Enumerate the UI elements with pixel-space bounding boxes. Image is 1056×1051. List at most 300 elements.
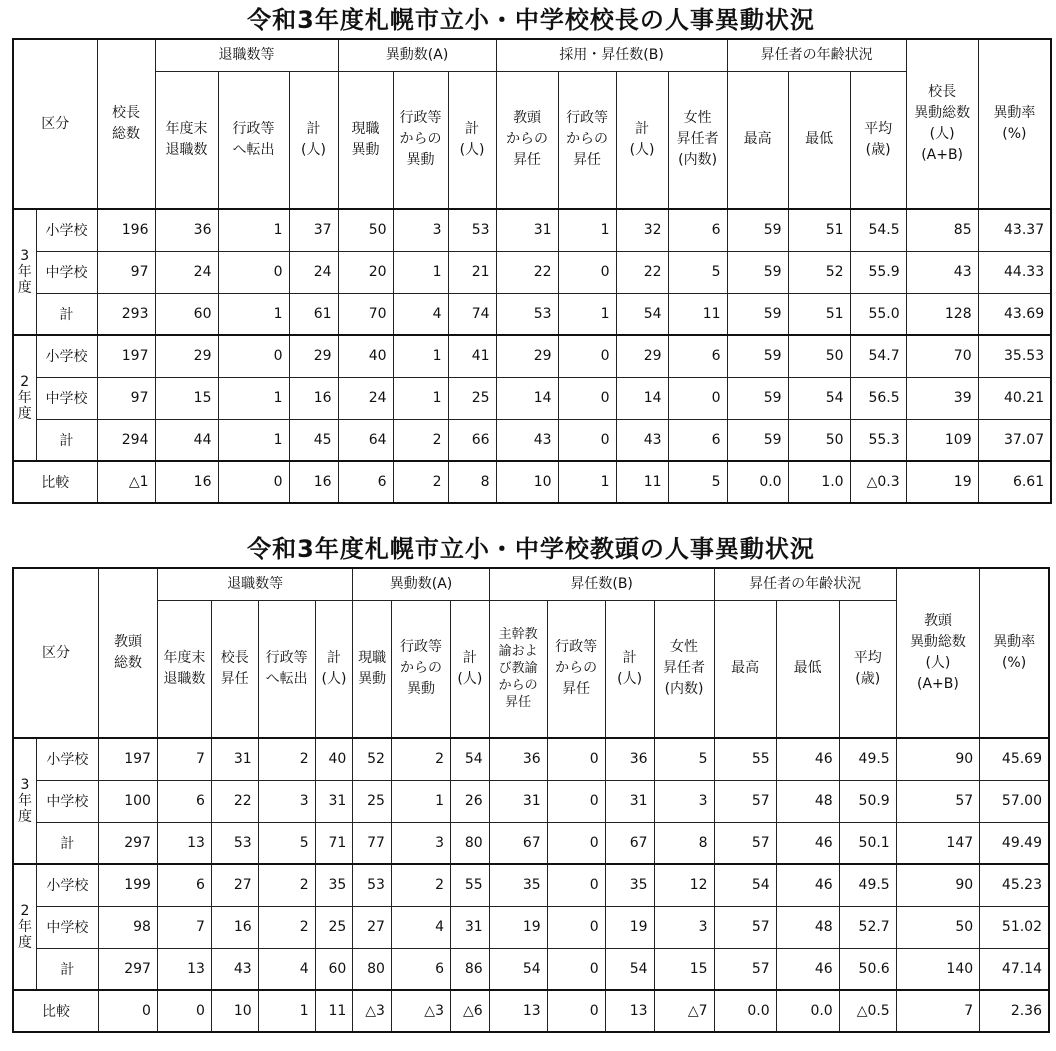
table-cell: 0 [558, 335, 616, 377]
table-cell: 48 [776, 906, 839, 948]
table-cell: 11 [315, 990, 353, 1032]
table-cell: 294 [97, 419, 155, 461]
row-label: 小学校 [36, 209, 97, 251]
retire-col-header: 行政等 へ転出 [258, 600, 315, 738]
table-cell: 50.6 [839, 948, 896, 990]
table-cell: 54 [489, 948, 547, 990]
row-label: 中学校 [36, 251, 97, 293]
age-col-header: 最高 [714, 600, 776, 738]
table-cell: 98 [98, 906, 157, 948]
table-cell: 60 [315, 948, 353, 990]
transfer-col-header: 現職 異動 [353, 600, 392, 738]
age-col-header: 最低 [776, 600, 839, 738]
table-cell: 6 [668, 209, 727, 251]
table-cell: 22 [496, 251, 558, 293]
table-cell: 29 [155, 335, 218, 377]
table-cell: 25 [353, 780, 392, 822]
table-cell: 3 [393, 209, 448, 251]
appoint-group-header: 採用・昇任数(B) [496, 39, 727, 71]
table-cell: 20 [338, 251, 393, 293]
table-cell: 0.0 [727, 461, 788, 503]
table-cell: 21 [448, 251, 496, 293]
table-cell: 86 [450, 948, 489, 990]
table-cell: 57 [896, 780, 979, 822]
table-cell: 0 [218, 335, 289, 377]
table-cell: 6.61 [978, 461, 1051, 503]
table-cell: 16 [289, 461, 338, 503]
table-cell: 1 [393, 335, 448, 377]
table-cell: 39 [906, 377, 978, 419]
table-cell: 57 [714, 780, 776, 822]
table-cell: 197 [98, 738, 157, 780]
table-cell: 22 [616, 251, 668, 293]
table-cell: 11 [668, 293, 727, 335]
table-cell: 8 [448, 461, 496, 503]
compare-label: 比較 [13, 461, 97, 503]
compare-row [13, 990, 1049, 1032]
table-cell: 128 [906, 293, 978, 335]
appoint-group-header: 昇任数(B) [489, 568, 714, 600]
age-col-header: 最低 [788, 71, 850, 209]
table-cell: 13 [157, 948, 211, 990]
rate-header: 異動率 (%) [978, 39, 1051, 209]
table-cell: 44 [155, 419, 218, 461]
table-cell: 3 [258, 780, 315, 822]
table-cell: 53 [496, 293, 558, 335]
table-cell: 57 [714, 822, 776, 864]
table-cell: 13 [489, 990, 547, 1032]
appoint-col-header: 計 (人) [605, 600, 654, 738]
table-cell: 37 [289, 209, 338, 251]
table-row [13, 335, 1051, 377]
table-cell: 45.23 [980, 864, 1049, 906]
table-cell: 0 [547, 948, 605, 990]
age-group-header: 昇任者の年齢状況 [727, 39, 906, 71]
table-cell: 54 [714, 864, 776, 906]
appoint-col-header: 女性 昇任者 (内数) [654, 600, 714, 738]
table-cell: 43.69 [978, 293, 1051, 335]
table-cell: 16 [211, 906, 258, 948]
table-cell: 55.0 [850, 293, 906, 335]
total-header: 校長 総数 [97, 39, 155, 209]
table-cell: 67 [605, 822, 654, 864]
row-label: 計 [36, 293, 97, 335]
principal-table [12, 38, 1052, 504]
table-cell: 54 [788, 377, 850, 419]
table-cell: 52 [353, 738, 392, 780]
table-cell: 59 [727, 335, 788, 377]
age-col-header: 平均 (歳) [850, 71, 906, 209]
vice-table-body [13, 738, 1049, 1032]
table-cell: 1 [558, 461, 616, 503]
table-cell: 0 [98, 990, 157, 1032]
table-cell: 66 [448, 419, 496, 461]
table-cell: 40 [315, 738, 353, 780]
retire-col-header: 行政等 へ転出 [218, 71, 289, 209]
table-cell: 59 [727, 419, 788, 461]
table-cell: 25 [448, 377, 496, 419]
table-cell: 50 [788, 335, 850, 377]
table-cell: 36 [489, 738, 547, 780]
table-cell: 0 [668, 377, 727, 419]
compare-row [13, 461, 1051, 503]
table-cell: 1.0 [788, 461, 850, 503]
table-cell: 147 [896, 822, 979, 864]
table-cell: 24 [338, 377, 393, 419]
table-cell: 140 [896, 948, 979, 990]
table-cell: 29 [616, 335, 668, 377]
transfer-col-header: 現職 異動 [338, 71, 393, 209]
table-cell: 31 [450, 906, 489, 948]
table-cell: 0 [558, 419, 616, 461]
table-cell: 53 [211, 822, 258, 864]
table-cell: 47.14 [980, 948, 1049, 990]
table-cell: 0 [547, 990, 605, 1032]
table-cell: 6 [157, 864, 211, 906]
table-cell: 0 [157, 990, 211, 1032]
table-cell: 2 [258, 906, 315, 948]
table-cell: 43.37 [978, 209, 1051, 251]
table-cell: 48 [776, 780, 839, 822]
transfer-col-header: 計 (人) [450, 600, 489, 738]
table-cell: 35.53 [978, 335, 1051, 377]
table-cell: 11 [616, 461, 668, 503]
table-cell: 2 [258, 738, 315, 780]
table-cell: 24 [155, 251, 218, 293]
table-cell: 6 [157, 780, 211, 822]
table-cell: 41 [448, 335, 496, 377]
table-cell: 0 [558, 251, 616, 293]
table-cell: 10 [211, 990, 258, 1032]
table-cell: 0 [558, 377, 616, 419]
row-label: 計 [36, 419, 97, 461]
table-cell: 15 [654, 948, 714, 990]
table-cell: 29 [289, 335, 338, 377]
retire-col-header: 校長 昇任 [211, 600, 258, 738]
table-row [13, 864, 1049, 906]
table-cell: 43 [616, 419, 668, 461]
table-cell: 59 [727, 293, 788, 335]
table-cell: 52.7 [839, 906, 896, 948]
principal-table-body [13, 209, 1051, 503]
table-cell: 60 [155, 293, 218, 335]
principal-table-title: 令和3年度札幌市立小・中学校校長の人事異動状況 [247, 6, 815, 34]
table-cell: 70 [906, 335, 978, 377]
table-row [13, 948, 1049, 990]
table-cell: 10 [496, 461, 558, 503]
table-cell: 45 [289, 419, 338, 461]
table-row [13, 906, 1049, 948]
table-cell: 7 [896, 990, 979, 1032]
table-cell: 36 [155, 209, 218, 251]
table-cell: 54.7 [850, 335, 906, 377]
table-cell: 57 [714, 906, 776, 948]
compare-label: 比較 [13, 990, 98, 1032]
table-cell: 45.69 [980, 738, 1049, 780]
table-cell: 19 [906, 461, 978, 503]
table-cell: 59 [727, 377, 788, 419]
age-col-header: 平均 (歳) [839, 600, 896, 738]
row-label: 小学校 [36, 864, 98, 906]
table-cell: 50 [896, 906, 979, 948]
age-group-header: 昇任者の年齢状況 [714, 568, 896, 600]
table-cell: 35 [605, 864, 654, 906]
table-row [13, 738, 1049, 780]
table-cell: 35 [489, 864, 547, 906]
table-cell: 6 [668, 419, 727, 461]
table-cell: 55.3 [850, 419, 906, 461]
table-cell: 90 [896, 864, 979, 906]
table-cell: 59 [727, 209, 788, 251]
table-cell: 2 [391, 738, 450, 780]
table-cell: 80 [450, 822, 489, 864]
table-cell: 2.36 [980, 990, 1049, 1032]
table-cell: 16 [155, 461, 218, 503]
table-cell: 43 [211, 948, 258, 990]
table-cell: 44.33 [978, 251, 1051, 293]
table-cell: 77 [353, 822, 392, 864]
table-cell: 51 [788, 293, 850, 335]
table-cell: 0 [547, 780, 605, 822]
table-cell: 43 [906, 251, 978, 293]
table-cell: 51.02 [980, 906, 1049, 948]
table-cell: 1 [393, 251, 448, 293]
appoint-col-header: 行政等 からの 昇任 [547, 600, 605, 738]
table-cell: 1 [558, 209, 616, 251]
table-cell: 19 [489, 906, 547, 948]
transfer-col-header: 計 (人) [448, 71, 496, 209]
transfer-group-header: 異動数(A) [338, 39, 496, 71]
table-cell: 0 [547, 906, 605, 948]
row-label: 中学校 [36, 906, 98, 948]
table-cell: 31 [315, 780, 353, 822]
grand-total-header: 教頭 異動総数 (人) (A+B) [896, 568, 979, 738]
table-cell: 97 [97, 251, 155, 293]
table-cell: 109 [906, 419, 978, 461]
table-cell: 5 [258, 822, 315, 864]
table-cell: 85 [906, 209, 978, 251]
table-row [13, 419, 1051, 461]
table-row [13, 780, 1049, 822]
table-cell: 55 [714, 738, 776, 780]
table-cell: 24 [289, 251, 338, 293]
table-cell: 54 [605, 948, 654, 990]
table-row [13, 209, 1051, 251]
table-cell: 100 [98, 780, 157, 822]
table-cell: 50 [338, 209, 393, 251]
year-label: 3 年 度 [13, 738, 36, 864]
table-cell: 1 [218, 419, 289, 461]
table-cell: △1 [97, 461, 155, 503]
table-cell: 2 [393, 419, 448, 461]
table-cell: 40 [338, 335, 393, 377]
table-cell: 71 [315, 822, 353, 864]
table-cell: △0.5 [839, 990, 896, 1032]
retire-col-header: 年度末 退職数 [157, 600, 211, 738]
table-cell: 0 [218, 251, 289, 293]
table-cell: 57 [714, 948, 776, 990]
table-cell: 31 [496, 209, 558, 251]
table-cell: 49.49 [980, 822, 1049, 864]
appoint-col-header: 教頭 からの 昇任 [496, 71, 558, 209]
table-cell: 29 [496, 335, 558, 377]
row-label: 小学校 [36, 335, 97, 377]
table-cell: 50.1 [839, 822, 896, 864]
retire-group-header: 退職数等 [155, 39, 338, 71]
table-cell: 2 [391, 864, 450, 906]
table-cell: 7 [157, 738, 211, 780]
row-label: 計 [36, 822, 98, 864]
table-cell: 49.5 [839, 738, 896, 780]
table-cell: 1 [218, 377, 289, 419]
row-label: 中学校 [36, 780, 98, 822]
table-row [13, 251, 1051, 293]
table-cell: 0.0 [714, 990, 776, 1032]
table-cell: 40.21 [978, 377, 1051, 419]
table-cell: 3 [391, 822, 450, 864]
table-cell: 7 [157, 906, 211, 948]
age-col-header: 最高 [727, 71, 788, 209]
table-cell: 13 [157, 822, 211, 864]
table-cell: 5 [654, 738, 714, 780]
table-cell: 54 [616, 293, 668, 335]
table-cell: 25 [315, 906, 353, 948]
table-cell: 3 [654, 780, 714, 822]
table-cell: 297 [98, 822, 157, 864]
table-cell: 90 [896, 738, 979, 780]
principal-section [12, 2, 1050, 504]
table-cell: 196 [97, 209, 155, 251]
table-cell: 32 [616, 209, 668, 251]
table-cell: 13 [605, 990, 654, 1032]
table-cell: 55.9 [850, 251, 906, 293]
transfer-group-header: 異動数(A) [353, 568, 489, 600]
table-cell: 56.5 [850, 377, 906, 419]
table-cell: 74 [448, 293, 496, 335]
table-cell: 53 [353, 864, 392, 906]
table-cell: 199 [98, 864, 157, 906]
table-cell: 5 [668, 461, 727, 503]
table-row [13, 377, 1051, 419]
transfer-col-header: 行政等 からの 異動 [393, 71, 448, 209]
table-cell: 22 [211, 780, 258, 822]
table-cell: 97 [97, 377, 155, 419]
table-cell: 4 [393, 293, 448, 335]
rate-header: 異動率 (%) [980, 568, 1049, 738]
transfer-col-header: 行政等 からの 異動 [391, 600, 450, 738]
table-cell: 1 [393, 377, 448, 419]
table-cell: 61 [289, 293, 338, 335]
table-cell: 80 [353, 948, 392, 990]
table-cell: 54.5 [850, 209, 906, 251]
appoint-col-header: 主幹教 諭および教諭 からの 昇任 [489, 600, 547, 738]
table-cell: 27 [353, 906, 392, 948]
table-cell: 0 [547, 738, 605, 780]
table-cell: 52 [788, 251, 850, 293]
table-cell: 2 [393, 461, 448, 503]
table-cell: 36 [605, 738, 654, 780]
total-header: 教頭 総数 [98, 568, 157, 738]
table-cell: 6 [338, 461, 393, 503]
vice-table [12, 567, 1050, 1033]
table-cell: 4 [391, 906, 450, 948]
table-cell: 64 [338, 419, 393, 461]
retire-group-header: 退職数等 [157, 568, 352, 600]
table-cell: 1 [218, 293, 289, 335]
vice-table-title: 令和3年度札幌市立小・中学校教頭の人事異動状況 [247, 535, 815, 563]
table-cell: 0 [547, 822, 605, 864]
table-cell: 0 [218, 461, 289, 503]
table-cell: 46 [776, 738, 839, 780]
table-cell: 54 [450, 738, 489, 780]
table-row [13, 822, 1049, 864]
year-label: 3 年 度 [13, 209, 36, 335]
table-cell: 8 [654, 822, 714, 864]
year-label: 2 年 度 [13, 864, 36, 990]
table-cell: 31 [605, 780, 654, 822]
table-cell: 197 [97, 335, 155, 377]
table-cell: △7 [654, 990, 714, 1032]
row-label: 中学校 [36, 377, 97, 419]
kubun-header: 区分 [13, 39, 97, 209]
table-cell: 57.00 [980, 780, 1049, 822]
table-cell: 1 [558, 293, 616, 335]
table-cell: 27 [211, 864, 258, 906]
table-cell: 49.5 [839, 864, 896, 906]
table-cell: 37.07 [978, 419, 1051, 461]
table-cell: 59 [727, 251, 788, 293]
table-cell: 15 [155, 377, 218, 419]
table-cell: 1 [391, 780, 450, 822]
table-cell: 1 [258, 990, 315, 1032]
table-cell: △3 [391, 990, 450, 1032]
table-cell: 5 [668, 251, 727, 293]
table-cell: 70 [338, 293, 393, 335]
table-cell: 46 [776, 948, 839, 990]
table-cell: 0 [547, 864, 605, 906]
row-label: 小学校 [36, 738, 98, 780]
table-cell: 31 [211, 738, 258, 780]
appoint-col-header: 計 (人) [616, 71, 668, 209]
table-cell: 3 [654, 906, 714, 948]
retire-col-header: 年度末 退職数 [155, 71, 218, 209]
table-cell: 67 [489, 822, 547, 864]
table-cell: 2 [258, 864, 315, 906]
kubun-header: 区分 [13, 568, 98, 738]
table-cell: 6 [668, 335, 727, 377]
table-cell: 46 [776, 864, 839, 906]
table-cell: 12 [654, 864, 714, 906]
table-cell: 55 [450, 864, 489, 906]
retire-col-header: 計 (人) [289, 71, 338, 209]
table-cell: 0.0 [776, 990, 839, 1032]
table-cell: 46 [776, 822, 839, 864]
vice-section [12, 531, 1050, 1033]
table-cell: 19 [605, 906, 654, 948]
table-cell: 14 [616, 377, 668, 419]
table-cell: △6 [450, 990, 489, 1032]
table-cell: 53 [448, 209, 496, 251]
table-cell: △0.3 [850, 461, 906, 503]
table-row [13, 293, 1051, 335]
table-cell: 50.9 [839, 780, 896, 822]
table-cell: △3 [353, 990, 392, 1032]
row-label: 計 [36, 948, 98, 990]
year-label: 2 年 度 [13, 335, 36, 461]
grand-total-header: 校長 異動総数 (人) (A+B) [906, 39, 978, 209]
table-cell: 6 [391, 948, 450, 990]
table-cell: 26 [450, 780, 489, 822]
